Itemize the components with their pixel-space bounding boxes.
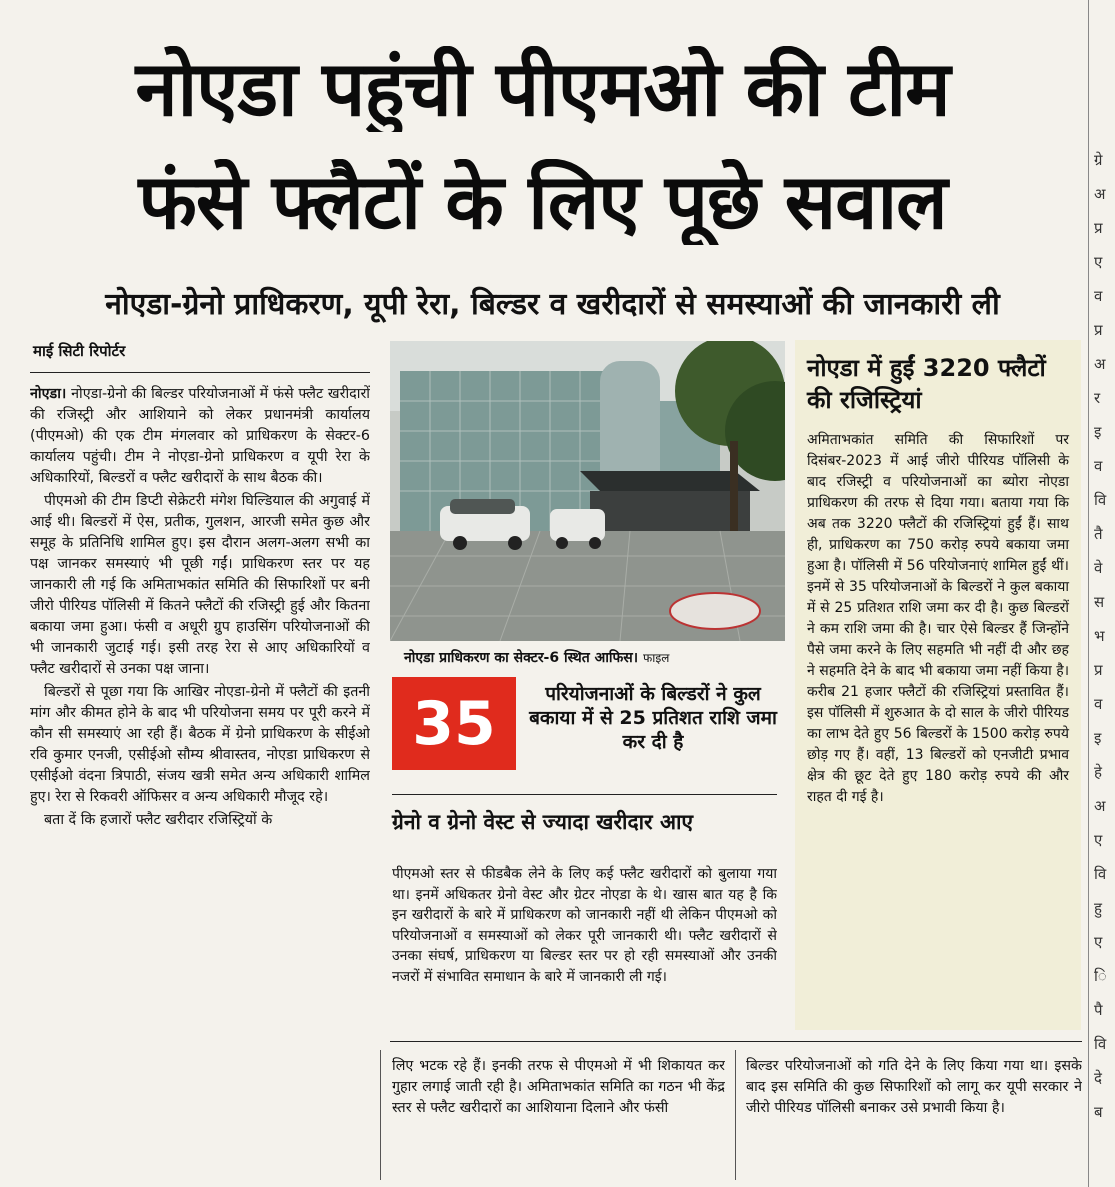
byline-rule	[30, 372, 370, 373]
paragraph	[30, 384, 370, 489]
edge-fragment: प्र	[1094, 321, 1103, 339]
edge-fragment: व	[1094, 457, 1103, 475]
bottom-divider	[390, 1041, 1082, 1042]
headline-line-1: नोएडा पहुंची पीएमओ की टीम	[135, 46, 950, 132]
edge-fragment: व	[1094, 287, 1103, 305]
adjacent-article-fragment	[1094, 150, 1115, 1180]
edge-fragment: ए	[1094, 933, 1103, 951]
headline-line-2: फंसे फ्लैटों के लिए पूछे सवाल	[138, 159, 947, 245]
edge-fragment: इ	[1094, 423, 1102, 441]
edge-fragment: वि	[1094, 1035, 1107, 1053]
paragraph: बता दें कि हजारों फ्लैट खरीदार रजिस्ट्रियों के	[44, 812, 273, 828]
bottom-right-column	[746, 1056, 1082, 1176]
left-column	[30, 384, 370, 1184]
divider	[392, 794, 777, 795]
edge-fragment: प्र	[1094, 661, 1103, 679]
edge-fragment: र	[1094, 389, 1101, 407]
paragraph: पीएमओ स्तर से फीडबैक लेने के लिए कई फ्लैट खरीदारों को बुलाया गया था। इनमें अधिकतर ग्रेनो वेस्ट और ग्रेटर नोएडा के थे। खास बात यह है कि इन खरीदारों के बारे में प्राधिकरण को जानकारी नहीं थी लेकिन पीएमओ को परियोजनाओं व समस्याओं को लेकर पूरी जानकारी थी। फ्लैट खरीदारों से उनका संघर्ष, प्राधिकरण या बिल्डर स्तर पर हो रही समस्याओं और उनकी नजरों में संभावित समाधान के बारे में जानकारी ली गई।	[392, 866, 777, 985]
caption-text: नोएडा प्राधिकरण का सेक्टर-6 स्थित आफिस।	[404, 650, 639, 666]
page-edge-rule	[1088, 0, 1089, 1187]
edge-fragment: अ	[1094, 797, 1106, 815]
edge-fragment: दे	[1094, 1069, 1102, 1087]
edge-fragment: वि	[1094, 491, 1107, 509]
paragraph: बिल्डरों से पूछा गया कि आखिर नोएडा-ग्रेनो में फ्लैटों की इतनी मांग और कीमत होने के बाद भी परियोजना समय पर पूरी करने में कौन सी समस्याएं आ रही हैं। बैठक में ग्रेनो प्राधिकरण के सीईओ रवि कुमार एनजी, एसीईओ सौम्य श्रीवास्तव, नोएडा प्राधिकरण से एसीईओ वंदना त्रिपाठी, संजय खत्री समेत अन्य अधिकारी शामिल हुए। रेरा से रिकवरी ऑफिसर व अन्य अधिकारी मौजूद रहे।	[30, 684, 370, 805]
bottom-middle-column	[392, 1056, 725, 1176]
edge-fragment: पै	[1094, 1001, 1103, 1019]
edge-fragment: हे	[1094, 763, 1102, 781]
office-photo	[390, 341, 785, 641]
byline: माई सिटी रिपोर्टर	[33, 342, 126, 360]
middle-subhead: ग्रेनो व ग्रेनो वेस्ट से ज्यादा खरीदार आए	[392, 810, 694, 834]
middle-column	[392, 864, 777, 1034]
photo-credit: फाइल	[642, 651, 670, 665]
highlight-number: 35	[392, 677, 516, 770]
sidebar-title: नोएडा में हुईं 3220 फ्लैटों की रजिस्ट्रियां	[807, 354, 1046, 414]
dateline: नोएडा।	[30, 386, 67, 402]
sidebar-box	[795, 340, 1081, 1030]
edge-fragment: व	[1094, 695, 1103, 713]
edge-fragment: ग्रे	[1094, 151, 1103, 169]
edge-fragment: ए	[1094, 831, 1103, 849]
edge-fragment: स	[1094, 593, 1105, 611]
paragraph-text: नोएडा-ग्रेनो की बिल्डर परियोजनाओं में फंसे फ्लैट खरीदारों की रजिस्ट्री और आशियाने को लेकर प्रधानमंत्री कार्यालय (पीएमओ) की एक टीम मंगलवार को प्राधिकरण के सेक्टर-6 कार्यालय पहुंची। टीम ने नोएडा-ग्रेनो प्राधिकरण व यूपी रेरा के अधिकारियों, बिल्डरों व फ्लैट खरीदारों के साथ बैठक की।	[30, 386, 370, 486]
edge-fragment: ि	[1094, 967, 1107, 985]
subheadline: नोएडा-ग्रेनो प्राधिकरण, यूपी रेरा, बिल्डर व खरीदारों से समस्याओं की जानकारी ली	[105, 287, 1000, 322]
edge-fragment: हु	[1094, 899, 1102, 917]
column-separator	[735, 1050, 736, 1180]
edge-fragment: ए	[1094, 253, 1103, 271]
paragraph: बिल्डर परियोजनाओं को गति देने के लिए किया गया था। इसके बाद इस समिति की कुछ सिफारिशों को लागू कर यूपी सरकार ने जीरो पीरियड पॉलिसी बनाकर उसे प्रभावी किया है।	[746, 1058, 1082, 1116]
paragraph: पीएमओ की टीम डिप्टी सेक्रेटरी मंगेश घिल्डियाल की अगुवाई में आई थी। बिल्डरों में ऐस, प्रतीक, गुलशन, आरजी समेत कुछ और समूह के प्रतिनिधि शामिल हुए। इस दौरान अलग-अलग सभी का पक्ष जानकर समस्याएं भी पूछी गईं। प्राधिकरण स्तर पर यह जानकारी ली गई कि अमिताभकांत समिति की सिफारिशों पर बनी जीरो पीरियड पॉलिसी में कितने फ्लैटों की रजिस्ट्री हुई और कितना बकाया जमा हुआ। फंसी व अधूरी ग्रुप हाउसिंग परियोजनाओं की भी जानकारी जुटाई गई। इसी तरह रेरा से आए अधिकारियों व फ्लैट खरीदारों से उनका पक्ष जाना।	[30, 493, 370, 677]
edge-fragment: भ	[1094, 627, 1105, 645]
edge-fragment: प्र	[1094, 219, 1103, 237]
sidebar-text: अमिताभकांत समिति की सिफारिशों पर दिसंबर-2023 में आई जीरो पीरियड पॉलिसी के बाद रजिस्ट्री व परियोजनाओं का ब्योरा नोएडा प्राधिकरण की तरफ से दिया गया। बताया गया कि अब तक 3220 फ्लैटों की रजिस्ट्रियां हुईं हैं। साथ ही, प्राधिकरण का 750 करोड़ रुपये बकाया जमा हुआ है। पॉलिसी में 56 परियोजनाएं शामिल हुईं थीं। इनमें से 35 परियोजनाओं के बिल्डरों ने कुल बकाया में से 25 प्रतिशत राशि जमा कर दी है। कुछ बिल्डरों ने कम राशि जमा की है। चार ऐसे बिल्डर हैं जिन्होंने पैसे जमा करने के लिए सहमति भी नहीं दी और छह ने सहमति देने के बाद भी बकाया जमा नहीं किया है। करीब 21 हजार फ्लैटों की रजिस्ट्रियां प्रस्तावित हैं। इस पॉलिसी में शुरुआत के दो साल के जीरो पीरियड का लाभ देते हुए 56 बिल्डरों के 1500 करोड़ रुपये छोड़ गए हैं। वहीं, 13 बिल्डरों को एनजीटी प्रभाव क्षेत्र की छूट देते हुए 180 करोड़ रुपये की और राहत दी गई है।	[807, 432, 1069, 805]
office-building-illustration	[390, 341, 785, 641]
edge-fragment: तै	[1094, 525, 1103, 543]
edge-fragment: इ	[1094, 729, 1102, 747]
paragraph: लिए भटक रहे हैं। इनकी तरफ से पीएमओ में भी शिकायत कर गुहार लगाई जाती रही है। अमिताभकांत समिति का गठन भी केंद्र स्तर से फ्लैट खरीदारों का आशियाना दिलाने और फंसी	[392, 1058, 725, 1116]
edge-fragment: अ	[1094, 355, 1106, 373]
column-separator	[380, 1050, 381, 1180]
edge-fragment: अ	[1094, 185, 1106, 203]
edge-fragment: वे	[1094, 559, 1103, 577]
edge-fragment: ब	[1094, 1103, 1103, 1121]
photo-caption	[404, 648, 669, 667]
edge-fragment: वि	[1094, 865, 1107, 883]
highlight-text: परियोजनाओं के बिल्डरों ने कुल बकाया में से 25 प्रतिशत राशि जमा कर दी है	[529, 683, 777, 753]
